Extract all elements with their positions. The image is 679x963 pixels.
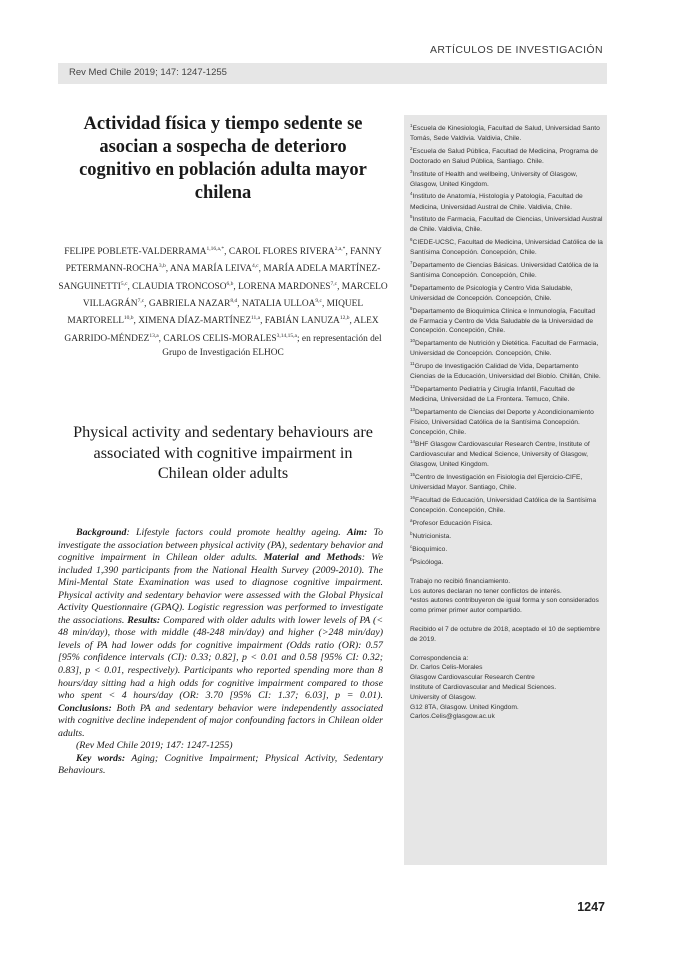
affiliation-text: Bioquímico.: [412, 545, 448, 553]
abstract-body: [58, 527, 383, 740]
author-name: XIMENA DÍAZ-MARTÍNEZ: [138, 316, 251, 327]
affiliation-item: [410, 437, 603, 470]
correspondence-institute: Institute of Cardiovascular and Medical Sciences.: [410, 683, 557, 691]
affiliation-item: [410, 121, 603, 144]
affiliation-marker: 8: [410, 282, 413, 288]
affiliation-text: Departamento Pediatría y Cirugía Infantil, Facultad de Medicina, Universidad de La Frontera. Temuco, Chile.: [410, 386, 575, 403]
author-list: [58, 242, 388, 360]
affiliation-text: Instituto de Farmacia, Facultad de Ciencias, Universidad Austral de Chile. Valdivia, Chile.: [410, 216, 603, 234]
author: [138, 316, 262, 326]
author-separator: ,: [349, 316, 352, 327]
author-name: ANA MARÍA LEIVA: [169, 264, 252, 275]
affiliation-item: [410, 304, 603, 337]
affiliation-item: [410, 258, 603, 281]
affiliation-text: Grupo de Investigación Calidad de Vida, Departamento Ciencias de la Educación, Universidad del Biobío. Chillán, Chile.: [410, 363, 601, 381]
author-separator: ,: [133, 316, 136, 327]
author-affiliation-marker: 7,c: [137, 297, 145, 304]
affiliation-text: Departamento de Ciencias del Deporte y Acondicionamiento Físico, Universidad Católica de la Santísima Concepción. Concepción, Chile.: [410, 408, 594, 436]
author-name: FABIÁN LANUZA: [264, 316, 340, 327]
author-name: FANNY PETERMANN-ROCHA: [65, 247, 382, 275]
author-affiliation-marker: 5,c: [120, 280, 128, 287]
correspondence-address: G12 8TA, Glasgow. United Kingdom.: [410, 703, 519, 711]
affiliation-item: [410, 359, 603, 382]
affiliation-text: Profesor Educación Física.: [412, 519, 493, 527]
author-name: MARÍA ADELA MARTÍNEZ-SANGUINETTI: [58, 264, 381, 292]
author-separator: ,: [165, 264, 169, 275]
background-label: Background: [76, 527, 127, 538]
affiliation-item: [410, 235, 603, 258]
author-name: MARCELO VILLAGRÁN: [82, 281, 388, 310]
affiliation-text: Departamento de Nutrición y Dietética. Facultad de Farmacia, Universidad de Concepción. Concepción, Chile.: [410, 340, 599, 358]
affiliations-list: [410, 121, 603, 568]
author-affiliation-marker: 8,d: [230, 297, 238, 304]
author-separator: ,: [158, 333, 161, 344]
funding-notes: [410, 577, 603, 616]
affiliation-marker: 1: [410, 123, 413, 128]
affiliation-text: Departamento de Ciencias Básicas. Universidad Católica de la Santísima Concepción. Concepción, Chile.: [410, 262, 599, 279]
author-name: CLAUDIA TRONCOSO: [132, 281, 227, 292]
affiliation-marker: 14: [410, 439, 416, 445]
author-name: LORENA MARDONES: [238, 281, 331, 292]
aim-label: Aim:: [346, 527, 368, 538]
author-affiliation-marker: 7,c: [330, 280, 338, 287]
author-separator: ,: [345, 247, 348, 258]
author-affiliation-marker: 11,a: [250, 315, 261, 322]
affiliation-text: Departamento de Bioquímica Clínica e Inmunología, Facultad de Farmacia y Centro de Vida Saludable de la Universidad de Concepción. Concepción, Chile.: [410, 307, 596, 335]
affiliation-item: [410, 529, 603, 542]
affiliation-text: Institute of Health and wellbeing, University of Glasgow, Glasgow, United Kingdom.: [410, 170, 578, 188]
correspondence-name: Dr. Carlos Celis-Morales: [410, 664, 483, 672]
affiliation-text: Psicóloga.: [412, 558, 444, 566]
author-group-note: en representación del Grupo de Investigación ELHOC: [162, 333, 382, 358]
affiliation-marker: 11: [410, 361, 415, 367]
author-affiliation-marker: 2,a,*: [334, 246, 346, 252]
section-label: ARTÍCULOS DE INVESTIGACIÓN: [430, 44, 603, 56]
affiliation-text: CIEDE-UCSC, Facultad de Medicina, Universidad Católica de la Santísima Concepción. Concepción, Chile.: [410, 239, 603, 257]
conflict-note: Los autores declaran no tener conflictos de interés.: [410, 587, 562, 595]
results-label: Results:: [127, 614, 161, 626]
affiliation-item: [410, 382, 603, 405]
affiliation-text: BHF Glasgow Cardiovascular Research Centre, Institute of Cardiovascular and Medical Science, University of Glasgow, Glasgow, United Kingdom.: [410, 441, 590, 469]
affiliation-item: [410, 336, 603, 359]
methods-text: : We included 1,390 participants from the National Health Survey (2009-2010). The Mini-Mental State Examination was used to diagnose cognitive impairment. Physical activity and sedentary behavior were assessed with the Global Physical Activity Questionnaire (GPAQ). Logistic regression was performed to investigate the associations.: [58, 552, 383, 626]
author-affiliation-marker: 1,16,a,*: [206, 246, 225, 252]
author-affiliation-marker: 3,b: [158, 263, 166, 270]
author-separator: ,: [233, 281, 236, 292]
author-separator: ,: [224, 247, 227, 258]
affiliation-marker: 13: [410, 406, 416, 412]
affiliation-marker: a: [410, 517, 413, 523]
abstract-citation: (Rev Med Chile 2019; 147: 1247-1255): [76, 740, 233, 752]
background-text: : Lifestyle factors could promote healthy ageing.: [126, 527, 347, 538]
author-affiliation-marker: 4,c: [252, 263, 259, 270]
results-text: Compared with older adults with lower levels of PA (< 48 min/day), those with middle (48-248 min/day) and higher (>248 min/day) levels of PA had lower odds for cognitive impairment (Odds ratio (OR): 0.57 [95% confidence intervals (CI): 0.33; 0.82], p < 0.01 and 0.58 [95% CI: 0.32; 0.83], p < 0.01, respectively). Participants who reported spending more than 8 hours/day sitting had a high odds for cognitive impairment compared to those who spent < 4 hours/day (OR: 3.70 [95% CI: 1.37; 6.03], p = 0.01).: [58, 614, 383, 702]
affiliation-text: Centro de Investigación en Fisiología del Ejercicio-CIFE, Universidad Mayor. Santiago, Chile.: [410, 474, 583, 492]
affiliation-marker: 6: [410, 237, 413, 243]
conclusions-text: Both PA and sedentary behavior were independently associated with cognitive decline independent of major confounding factors in Chilean older adults.: [58, 702, 383, 739]
author-affiliation-marker: 9,c: [315, 297, 322, 304]
affiliation-marker: b: [410, 530, 413, 536]
author-separator: ,: [337, 281, 340, 292]
affiliation-item: [410, 493, 603, 516]
abstract: [58, 527, 383, 778]
author-separator: ,: [260, 316, 263, 327]
title-spanish: Actividad física y tiempo sedente se asocian a sospecha de deterioro cognitivo en población adulta mayor chilena: [79, 114, 367, 203]
affiliation-marker: d: [410, 556, 413, 562]
shared-authorship-note: *estos autores contribuyeron de igual forma y son considerados como primer primer autor compartido.: [410, 597, 599, 615]
author: [163, 334, 299, 344]
sidebar-text: [410, 121, 603, 722]
author: [229, 247, 348, 257]
affiliation-item: [410, 144, 603, 167]
affiliation-text: Nutricionista.: [412, 532, 452, 540]
affiliation-text: Escuela de Kinesiología, Facultad de Salud, Universidad Santo Tomás, Sede Valdivia. Valdivia, Chile.: [410, 125, 600, 143]
author-separator: ,: [144, 299, 147, 310]
affiliation-item: [410, 281, 603, 304]
affiliation-marker: 15: [410, 471, 416, 477]
author: [242, 299, 324, 309]
author-name: GABRIELA NAZAR: [148, 299, 231, 310]
author-affiliation-marker: 12,b: [339, 315, 350, 322]
author-name: NATALIA ULLOA: [241, 299, 316, 310]
author-separator: ,: [237, 299, 240, 310]
methods-label: Material and Methods: [263, 552, 362, 564]
author-separator: ,: [127, 281, 130, 292]
affiliation-item: [410, 470, 603, 493]
affiliation-item: [410, 212, 603, 235]
author-name: FELIPE POBLETE-VALDERRAMA: [64, 247, 207, 258]
correspondence-centre: Glasgow Cardiovascular Research Centre: [410, 674, 535, 682]
affiliation-item: [410, 542, 603, 555]
keywords-label: Key words:: [76, 752, 126, 764]
author: [170, 264, 261, 274]
author-affiliation-marker: 3,14,15,a: [276, 332, 297, 339]
affiliation-item: [410, 189, 603, 212]
affiliation-marker: 5: [410, 214, 413, 220]
author: [265, 316, 352, 326]
correspondence: [410, 654, 603, 723]
affiliation-text: Departamento de Psicología y Centro Vida Saludable, Universidad de Concepción. Concepción, Chile.: [410, 285, 573, 302]
affiliation-marker: 12: [410, 383, 416, 389]
author: [149, 299, 240, 309]
affiliation-marker: 7: [410, 259, 413, 265]
affiliation-item: [410, 405, 603, 438]
author-separator: ,: [258, 264, 261, 275]
author-affiliation-marker: 13,a: [149, 332, 159, 339]
title-english: Physical activity and sedentary behaviours are associated with cognitive impairment in Chilean older adults: [73, 423, 373, 483]
author-name: MIQUEL MARTORELL: [67, 299, 364, 327]
affiliation-item: [410, 167, 603, 190]
affiliation-marker: 16: [410, 494, 416, 500]
correspondence-heading: Correspondencia a:: [410, 654, 469, 662]
author-name: CAROL FLORES RIVERA: [228, 247, 335, 258]
affiliation-item: [410, 555, 603, 568]
affiliation-text: Facultad de Educación, Universidad Católica de la Santísima Concepción. Concepción, Chile.: [410, 497, 597, 514]
affiliation-marker: 9: [410, 305, 413, 311]
funding-note: Trabajo no recibió financiamiento.: [410, 577, 511, 585]
author-separator: ,: [321, 299, 325, 310]
aim-text: To investigate the association between physical activity (PA), sedentary behavior and cognitive impairment in Chilean older adults.: [58, 527, 384, 564]
affiliation-marker: 2: [410, 145, 413, 151]
author-name: ALEX GARRIDO-MÉNDEZ: [64, 316, 379, 344]
keywords: [58, 753, 383, 778]
received-text: Recibido el 7 de octubre de 2018, aceptado el 10 de septiembre de 2019.: [410, 625, 600, 643]
author-name: CARLOS CELIS-MORALES: [163, 333, 277, 344]
author-affiliation-marker: 10,b: [123, 315, 134, 322]
keywords-text: Aging; Cognitive Impairment; Physical Activity, Sedentary Behaviours.: [58, 752, 383, 777]
affiliation-marker: 10: [410, 338, 416, 344]
author-separator: ;: [296, 333, 300, 344]
correspondence-university: University of Glasgow.: [410, 693, 477, 701]
affiliation-marker: 3: [410, 168, 413, 174]
author: [132, 282, 236, 292]
affiliation-marker: c: [410, 543, 413, 549]
affiliation-item: [410, 516, 603, 529]
affiliation-text: Escuela de Salud Pública, Facultad de Medicina, Programa de Doctorado en Salud Pública, Santiago. Chile.: [410, 148, 599, 165]
author: [64, 247, 226, 257]
journal-reference: Rev Med Chile 2019; 147: 1247-1255: [69, 67, 227, 78]
author-affiliation-marker: 6,b: [226, 280, 234, 287]
correspondence-email[interactable]: Carlos.Celis@glasgow.ac.uk: [410, 713, 495, 721]
author: [238, 282, 339, 292]
affiliation-marker: 4: [410, 191, 413, 197]
conclusions-label: Conclusions:: [58, 702, 112, 714]
affiliation-text: Instituto de Anatomía, Histología y Patología, Facultad de Medicina, Universidad Austral de Chile. Valdivia, Chile.: [410, 193, 583, 211]
received-dates: [410, 625, 603, 645]
page-number: 1247: [577, 900, 605, 914]
